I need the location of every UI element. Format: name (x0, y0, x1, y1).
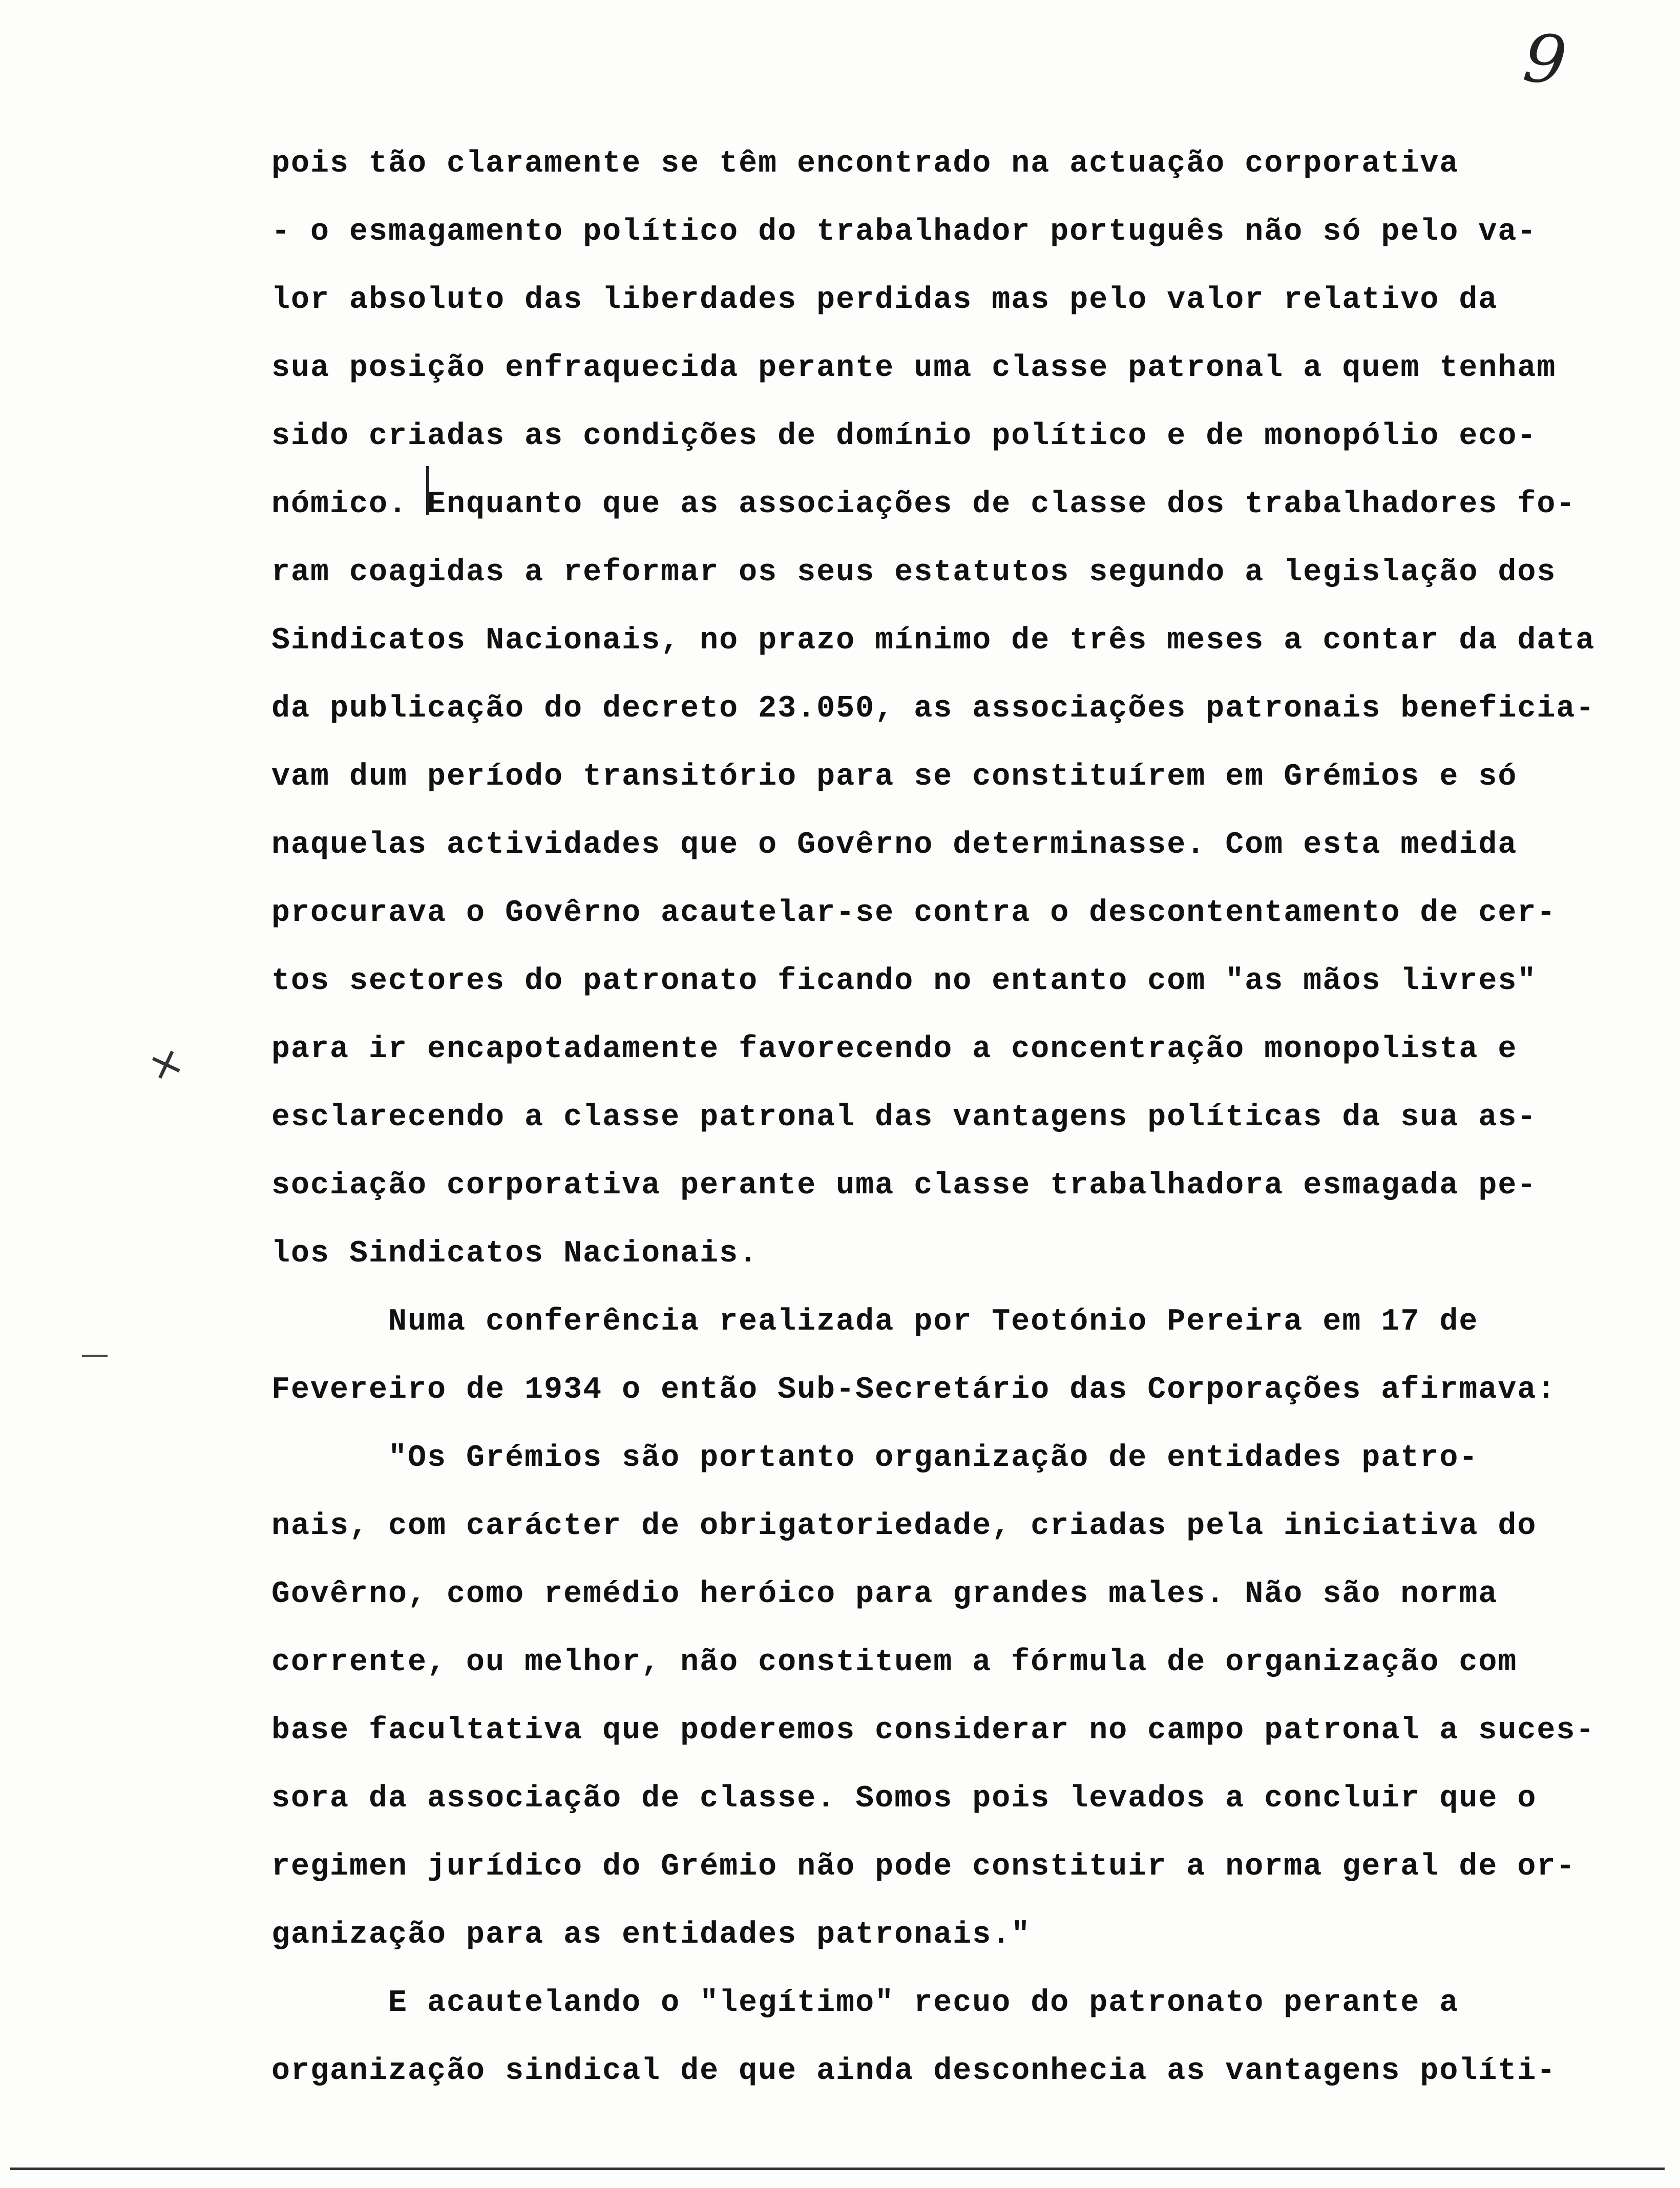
text-line: los Sindicatos Nacionais. (271, 1236, 759, 1271)
text-line: sua posição enfraquecida perante uma classe patronal a quem tenham (271, 351, 1557, 386)
text-line: regimen jurídico do Grémio não pode constituir a norma geral de or- (271, 1849, 1576, 1884)
text-line: naquelas actividades que o Govêrno determinasse. Com esta medida (271, 828, 1518, 862)
text-line: sora da associação de classe. Somos pois levados a concluir que o (271, 1781, 1537, 1816)
margin-dash (82, 1355, 108, 1357)
text-line: nómico. Enquanto que as associações de classe dos trabalhadores fo- (271, 487, 1576, 522)
text-line: da publicação do decreto 23.050, as associações patronais beneficia- (271, 691, 1595, 726)
text-line: para ir encapotadamente favorecendo a concentração monopolista e (271, 1032, 1518, 1067)
text-line: procurava o Govêrno acautelar-se contra o descontentamento de cer- (271, 896, 1557, 931)
text-line: nais, com carácter de obrigatoriedade, criadas pela iniciativa do (271, 1509, 1537, 1544)
text-line: Govêrno, como remédio heróico para grandes males. Não são norma (271, 1577, 1498, 1612)
text-line: vam dum período transitório para se constituírem em Grémios e só (271, 760, 1518, 794)
text-line: ganização para as entidades patronais." (271, 1918, 1031, 1952)
text-line: tos sectores do patronato ficando no entanto com "as mãos livres" (271, 964, 1537, 999)
text-line: sociação corporativa perante uma classe trabalhadora esmagada pe- (271, 1168, 1537, 1203)
text-line: corrente, ou melhor, não constituem a fórmula de organização com (271, 1645, 1518, 1680)
text-line: organização sindical de que ainda desconhecia as vantagens políti- (271, 2054, 1557, 2089)
margin-annotation-mark: × (141, 1035, 190, 1092)
text-line: Numa conferência realizada por Teotónio Pereira em 17 de (271, 1305, 1479, 1339)
text-line: base facultativa que poderemos considerar no campo patronal a suces- (271, 1713, 1595, 1748)
text-line: sido criadas as condições de domínio político e de monopólio eco- (271, 419, 1537, 454)
page-bottom-rule (10, 2168, 1665, 2170)
text-line: Fevereiro de 1934 o então Sub-Secretário das Corporações afirmava: (271, 1373, 1557, 1407)
page-number: 9 (1520, 18, 1570, 100)
text-line: pois tão claramente se têm encontrado na actuação corporativa (271, 146, 1459, 181)
text-line: E acautelando o "legítimo" recuo do patronato perante a (271, 1986, 1459, 2021)
text-line: Sindicatos Nacionais, no prazo mínimo de três meses a contar da data (271, 623, 1595, 658)
text-line: - o esmagamento político do trabalhador português não só pelo va- (271, 215, 1537, 249)
text-line: esclarecendo a classe patronal das vantagens políticas da sua as- (271, 1100, 1537, 1135)
text-line: "Os Grémios são portanto organização de entidades patro- (271, 1441, 1479, 1476)
text-line: ram coagidas a reformar os seus estatutos segundo a legislação dos (271, 555, 1557, 590)
text-line: lor absoluto das liberdades perdidas mas pelo valor relativo da (271, 283, 1498, 318)
